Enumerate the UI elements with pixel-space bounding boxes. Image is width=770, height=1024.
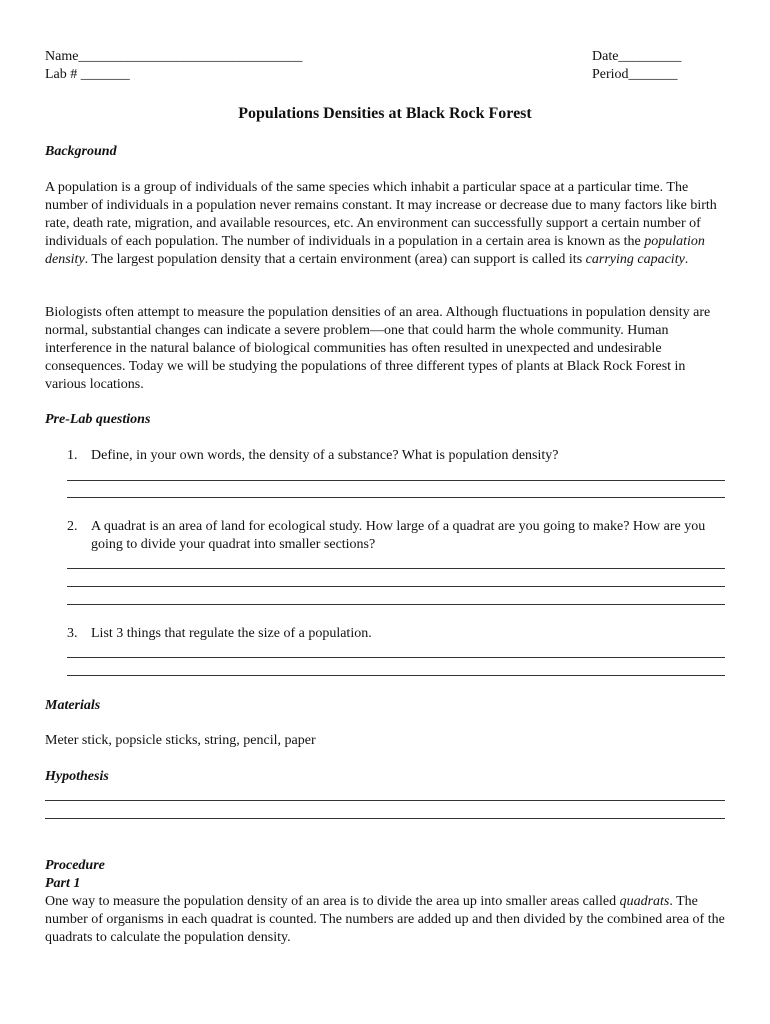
question-1-number: 1. [67, 448, 78, 463]
prelab-heading: Pre-Lab questions [45, 412, 151, 427]
procedure-text-b: . The number of organisms in each quadrat is counted. The numbers are added up and then divided by the combined area of the quadrats to calculate the population density. [45, 894, 725, 945]
lab-number-field-label: Lab # _______ [45, 67, 130, 82]
background-paragraph-2-text: Biologists often attempt to measure the population densities of an area. Although fluctuations in population density are normal, substantial changes can indicate a severe problem—one that could harm the whole community. Human interference in the natural balance of biological communities has often resulted in unexpected and undesirable consequences. Today we will be studying the populations of three different types of plants at Black Rock Forest in various locations. [45, 305, 711, 392]
hypothesis-line-2[interactable] [45, 818, 725, 819]
background-text-c: . [684, 252, 689, 267]
background-text-a: A population is a group of individuals of the same species which inhabit a particular space at a particular time. The number of individuals in a population never remains constant. It may increase or decrease due to many factors like birth rate, death rate, migration, and available resources, etc. An environment can successfully support a certain number of individuals of each population. The number of individuals in a population in a certain area is known as the [45, 180, 717, 249]
answer-line-q2-1[interactable] [67, 568, 725, 569]
date-field-label: Date_________ [592, 49, 682, 64]
background-paragraph-1 [45, 179, 727, 269]
question-2-text: A quadrat is an area of land for ecological study. How large of a quadrat are you going to make? How are you going to divide your quadrat into smaller sections? [91, 519, 706, 552]
answer-line-q2-3[interactable] [67, 604, 725, 605]
answer-line-q2-2[interactable] [67, 586, 725, 587]
question-1-text: Define, in your own words, the density of a substance? What is population density? [91, 448, 559, 463]
materials-text: Meter stick, popsicle sticks, string, pencil, paper [45, 733, 316, 748]
question-2-number: 2. [67, 519, 78, 534]
population-density-term: population density [45, 234, 705, 267]
procedure-heading: Procedure [45, 858, 105, 873]
procedure-paragraph [45, 893, 727, 947]
question-3-number: 3. [67, 626, 78, 641]
quadrats-term: quadrats [619, 894, 670, 909]
answer-line-q1-1[interactable] [67, 480, 725, 481]
background-heading: Background [45, 144, 117, 159]
page-title: Populations Densities at Black Rock Forest [238, 105, 532, 122]
period-field-label: Period_______ [592, 67, 678, 82]
background-text-b: . The largest population density that a certain environment (area) can support is called its [84, 252, 586, 267]
question-3-text: List 3 things that regulate the size of a population. [91, 626, 372, 641]
materials-heading: Materials [45, 698, 101, 713]
answer-line-q3-1[interactable] [67, 657, 725, 658]
carrying-capacity-term: carrying capacity [585, 252, 685, 267]
answer-line-q1-2[interactable] [67, 497, 725, 498]
hypothesis-line-1[interactable] [45, 800, 725, 801]
part-1-heading: Part 1 [45, 876, 81, 891]
hypothesis-heading: Hypothesis [45, 769, 109, 784]
procedure-text-a: One way to measure the population density of an area is to divide the area up into smaller areas called [45, 894, 620, 909]
background-paragraph-2 [45, 304, 727, 394]
name-field-label: Name________________________________ [45, 49, 303, 64]
answer-line-q3-2[interactable] [67, 675, 725, 676]
